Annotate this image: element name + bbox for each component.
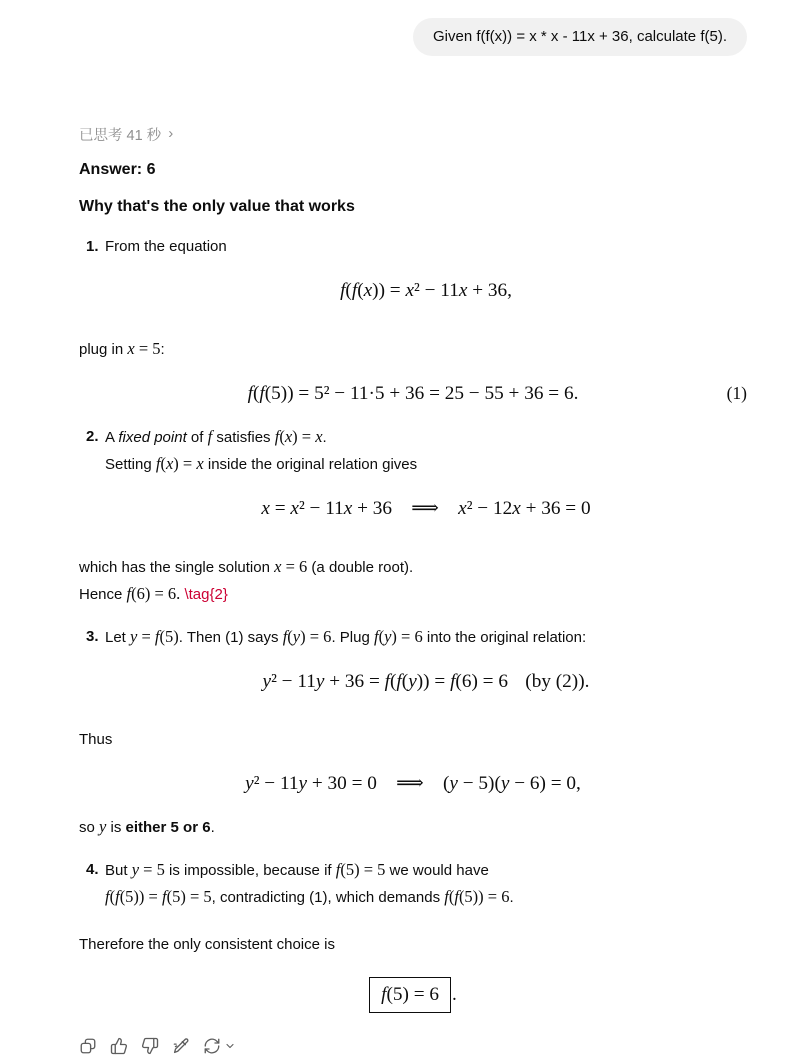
copy-button[interactable] xyxy=(79,1037,97,1055)
chevron-right-icon: › xyxy=(168,125,174,142)
equation-1: f(f(5)) = 5² − 11·5 + 36 = 25 − 55 + 36 = 6. (1) xyxy=(79,380,747,407)
list-item-1 xyxy=(79,234,747,321)
boxed-answer: f(5) = 6 xyxy=(369,977,451,1013)
item4-line2: f(f(5)) = f(5) = 5, contradicting (1), which demands f(f(5)) = 6. xyxy=(105,887,514,906)
regenerate-icon xyxy=(203,1037,221,1055)
thumbs-up-button[interactable] xyxy=(110,1037,128,1055)
list-marker: 2. xyxy=(86,428,99,445)
equation-factored: y² − 11y + 30 = 0 ⟹ (y − 5)(y − 6) = 0, xyxy=(245,773,581,794)
so-paragraph: so y is either 5 or 6. xyxy=(79,817,215,836)
final-answer-equation: f(5) = 6 . xyxy=(79,977,747,1013)
answer-heading: Answer: 6 xyxy=(79,161,156,178)
regenerate-button[interactable] xyxy=(203,1037,236,1055)
list-marker: 1. xyxy=(86,238,99,255)
list-item-4 xyxy=(79,857,747,911)
thumbs-up-icon xyxy=(110,1037,128,1055)
equation-ffx: f(f(x)) = x² − 11x + 36, xyxy=(340,280,512,301)
edit-icon xyxy=(172,1037,190,1055)
plug-in-paragraph: plug in x = 5: xyxy=(79,339,165,358)
hence-line: Hence f(6) = 6. \tag{2} xyxy=(79,584,228,603)
equation-fixed-point: x = x² − 11x + 36 ⟹ x² − 12x + 36 = 0 xyxy=(261,498,591,519)
list-item-2 xyxy=(79,424,747,539)
item3-line: Let y = f(5). Then (1) says f(y) = 6. Plug f(y) = 6 into the original relation: xyxy=(105,627,587,646)
copy-icon xyxy=(79,1037,97,1055)
equation-tag-1: (1) xyxy=(726,383,747,403)
item2-line1: A fixed point of f satisfies f(x) = x. xyxy=(105,427,327,446)
thus-paragraph: Thus xyxy=(79,731,113,748)
item2-line2: Setting f(x) = x inside the original relation gives xyxy=(105,454,418,473)
user-message-text: Given f(f(x)) = x * x - 11x + 36, calculate f(5). xyxy=(433,28,727,45)
edit-button[interactable] xyxy=(172,1037,190,1055)
raw-latex-tag: \tag{2} xyxy=(180,586,228,603)
single-solution-paragraph: which has the single solution x = 6 (a double root). Hence f(6) = 6. \tag{2} xyxy=(79,554,747,608)
list-item-3 xyxy=(79,624,747,712)
list-marker: 4. xyxy=(86,861,99,878)
chevron-down-icon xyxy=(224,1040,236,1052)
therefore-paragraph: Therefore the only consistent choice is xyxy=(79,936,335,953)
user-message-bubble xyxy=(413,18,747,56)
item1-text: From the equation xyxy=(105,238,227,255)
item4-line1: But y = 5 is impossible, because if f(5) = 5 we would have xyxy=(105,860,489,879)
message-actions-toolbar xyxy=(79,1037,747,1055)
thumbs-down-icon xyxy=(141,1037,159,1055)
assistant-message xyxy=(79,124,747,1055)
list-marker: 3. xyxy=(86,628,99,645)
why-heading: Why that's the only value that works xyxy=(79,198,355,215)
user-message-row xyxy=(0,0,798,56)
thumbs-down-button[interactable] xyxy=(141,1037,159,1055)
equation-substitute: y² − 11y + 36 = f(f(y)) = f(6) = 6 (by (2)). xyxy=(262,671,590,692)
thought-duration-toggle[interactable] xyxy=(79,124,173,145)
thought-duration-label: 已思考 41 秒 xyxy=(79,128,162,144)
